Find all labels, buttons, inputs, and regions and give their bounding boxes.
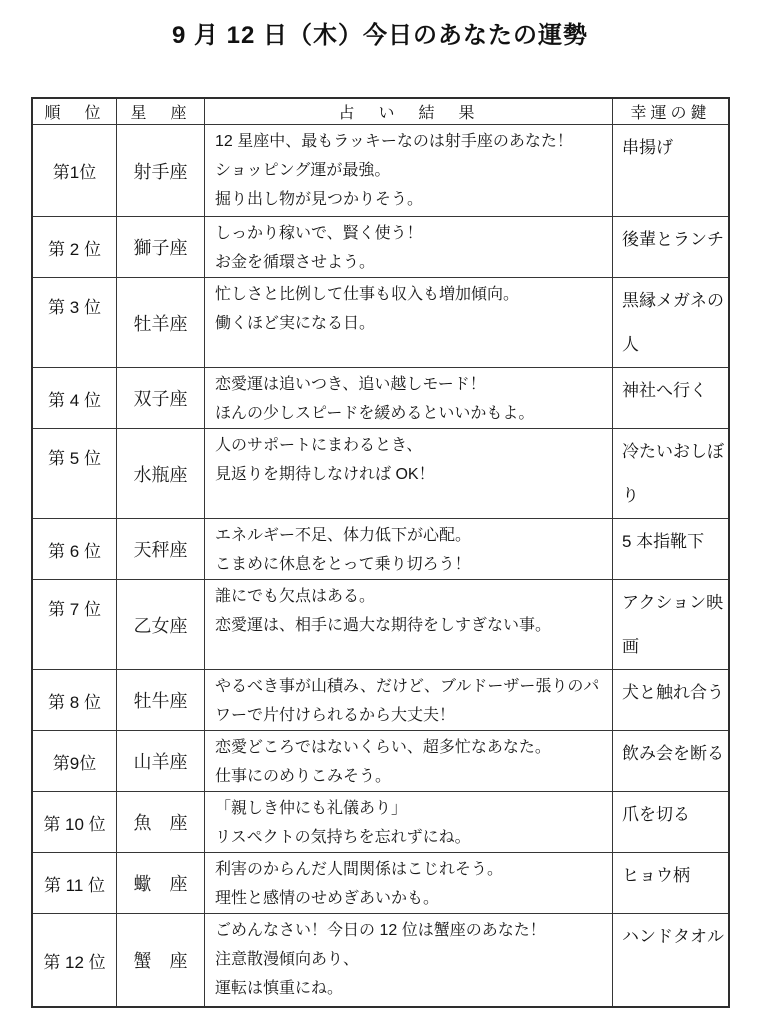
rank-label: 第 8 位 (48, 692, 101, 712)
sign-cell (117, 670, 205, 730)
fortune-line: 利害のからんだ人間関係はこじれそう。 (215, 861, 504, 878)
rank-label: 第 10 位 (43, 814, 106, 834)
fortune-line: 運転は慎重にね。 (215, 980, 344, 997)
rank-cell (33, 519, 117, 579)
fortune-cell (205, 519, 613, 579)
fortune-cell (205, 580, 613, 669)
table-row (33, 853, 728, 914)
rank-cell (33, 429, 117, 518)
rank-cell (33, 670, 117, 730)
lucky-line: り (622, 486, 639, 505)
fortune-line: 掘り出し物が見つかりそう。 (215, 191, 424, 208)
fortune-cell (205, 429, 613, 518)
lucky-line: ハンドタオル (622, 927, 724, 946)
fortune-line: 理性と感情のせめぎあいかも。 (215, 890, 440, 907)
sign-label: 獅子座 (133, 238, 188, 258)
rank-cell (33, 792, 117, 852)
header-rank: 順 位 (33, 99, 117, 124)
lucky-cell (613, 125, 728, 216)
table-row (33, 670, 728, 731)
lucky-cell (613, 217, 728, 277)
sign-label: 蟹 座 (133, 951, 188, 971)
header-lucky: 幸運の鍵 (630, 105, 711, 122)
lucky-cell (613, 853, 728, 913)
lucky-cell (613, 278, 728, 367)
header-fortune: 占 い 結 果 (205, 99, 613, 124)
sign-label: 牡牛座 (133, 691, 188, 711)
lucky-line: 画 (622, 637, 639, 656)
fortune-line: ワーで片付けられるから大丈夫！ (215, 707, 456, 724)
table-row (33, 125, 728, 217)
sign-label: 射手座 (133, 161, 188, 182)
sign-cell (117, 278, 205, 367)
sign-cell (117, 429, 205, 518)
sign-label: 水瓶座 (133, 464, 188, 485)
lucky-line: アクション映 (622, 593, 724, 612)
fortune-line: ショッピング運が最強。 (215, 162, 391, 179)
sign-label: 魚 座 (133, 813, 188, 833)
rank-cell (33, 125, 117, 216)
sign-label: 天秤座 (133, 540, 188, 560)
rank-label: 第 7 位 (48, 600, 101, 619)
fortune-line: 恋愛どころではないくらい、超多忙なあなた。 (215, 739, 551, 756)
rank-cell (33, 731, 117, 791)
fortune-cell (205, 368, 613, 428)
lucky-cell (613, 368, 728, 428)
lucky-cell (613, 519, 728, 579)
fortune-cell (205, 731, 613, 791)
sign-cell (117, 792, 205, 852)
fortune-line: こまめに休息をとって乗り切ろう！ (215, 556, 471, 573)
sign-cell (117, 853, 205, 913)
rank-cell (33, 853, 117, 913)
table-row (33, 217, 728, 278)
lucky-line: 神社へ行く (622, 381, 707, 400)
sign-label: 山羊座 (133, 752, 188, 772)
fortune-line: 注意散漫傾向あり、 (215, 951, 360, 968)
rank-label: 第 2 位 (48, 239, 101, 259)
table-row (33, 368, 728, 429)
lucky-line: ヒョウ柄 (622, 866, 690, 885)
fortune-table (31, 97, 730, 1008)
rank-label: 第 3 位 (48, 298, 101, 317)
table-row (33, 914, 728, 1006)
fortune-line: 恋愛運は追いつき、追い越しモード！ (215, 376, 486, 393)
lucky-line: 爪を切る (622, 805, 690, 824)
sign-label: 牡羊座 (133, 313, 188, 334)
rank-label: 第 5 位 (48, 449, 101, 468)
rank-label: 第 12 位 (43, 952, 106, 972)
sign-cell (117, 368, 205, 428)
table-body (33, 125, 728, 1006)
fortune-line: エネルギー不足、体力低下が心配。 (215, 527, 472, 544)
fortune-line: 働くほど実になる日。 (215, 315, 376, 332)
rank-cell (33, 368, 117, 428)
fortune-line: ごめんなさい！今日の 12 位は蟹座のあなた！ (215, 922, 546, 939)
table-row (33, 580, 728, 670)
sign-cell (117, 914, 205, 1006)
fortune-cell (205, 278, 613, 367)
rank-label: 第 11 位 (43, 875, 106, 895)
sign-cell (117, 125, 205, 216)
lucky-line: 後輩とランチ (622, 230, 724, 249)
lucky-cell (613, 792, 728, 852)
fortune-cell (205, 792, 613, 852)
table-row (33, 278, 728, 368)
fortune-line: 12 星座中、最もラッキーなのは射手座のあなた！ (215, 133, 573, 150)
sign-cell (117, 580, 205, 669)
rank-label: 第 6 位 (48, 541, 101, 561)
fortune-line: 誰にでも欠点はある。 (215, 588, 376, 605)
fortune-cell (205, 670, 613, 730)
fortune-cell (205, 125, 613, 216)
sign-cell (117, 519, 205, 579)
lucky-cell (613, 914, 728, 1006)
fortune-cell (205, 853, 613, 913)
fortune-line: リスペクトの気持ちを忘れずにね。 (215, 829, 471, 846)
fortune-line: 忙しさと比例して仕事も収入も増加傾向。 (215, 286, 520, 303)
fortune-line: やるべき事が山積み、だけど、ブルドーザー張りのパ (215, 678, 600, 695)
lucky-cell (613, 580, 728, 669)
fortune-line: 見返りを期待しなければ OK！ (215, 466, 435, 483)
table-row (33, 429, 728, 519)
lucky-cell (613, 670, 728, 730)
sign-cell (117, 217, 205, 277)
header-sign: 星 座 (117, 99, 205, 124)
lucky-line: 犬と触れ合う (622, 683, 724, 702)
lucky-cell (613, 429, 728, 518)
fortune-line: ほんの少しスピードを緩めるといいかもよ。 (215, 405, 535, 422)
sign-label: 双子座 (133, 389, 188, 409)
rank-cell (33, 580, 117, 669)
sign-cell (117, 731, 205, 791)
fortune-cell (205, 217, 613, 277)
fortune-cell (205, 914, 613, 1006)
fortune-line: 人のサポートにまわるとき、 (215, 437, 423, 454)
fortune-line: お金を循環させよう。 (215, 254, 376, 271)
page-title: 9 月 12 日（木）今日のあなたの運勢 (171, 22, 589, 49)
lucky-line: 串揚げ (622, 138, 673, 157)
rank-cell (33, 914, 117, 1006)
fortune-line: 「親しき仲にも礼儀あり」 (215, 800, 408, 817)
lucky-line: 人 (622, 335, 639, 354)
rank-label: 第9位 (52, 753, 97, 773)
fortune-line: しっかり稼いで、賢く使う！ (215, 225, 423, 242)
fortune-line: 恋愛運は、相手に過大な期待をしすぎない事。 (215, 617, 552, 634)
rank-label: 第 4 位 (48, 390, 101, 410)
lucky-cell (613, 731, 728, 791)
table-row (33, 519, 728, 580)
lucky-line: 黒縁メガネの (622, 291, 724, 310)
rank-cell (33, 278, 117, 367)
table-row (33, 731, 728, 792)
table-row (33, 792, 728, 853)
lucky-line: 冷たいおしぼ (622, 442, 724, 461)
fortune-line: 仕事にのめりこみそう。 (215, 768, 392, 785)
rank-cell (33, 217, 117, 277)
lucky-line: 飲み会を断る (622, 744, 724, 763)
table-header-row (33, 99, 728, 125)
lucky-line: 5 本指靴下 (622, 532, 705, 551)
sign-label: 蠍 座 (133, 874, 188, 894)
sign-label: 乙女座 (133, 615, 188, 636)
rank-label: 第1位 (52, 163, 97, 182)
